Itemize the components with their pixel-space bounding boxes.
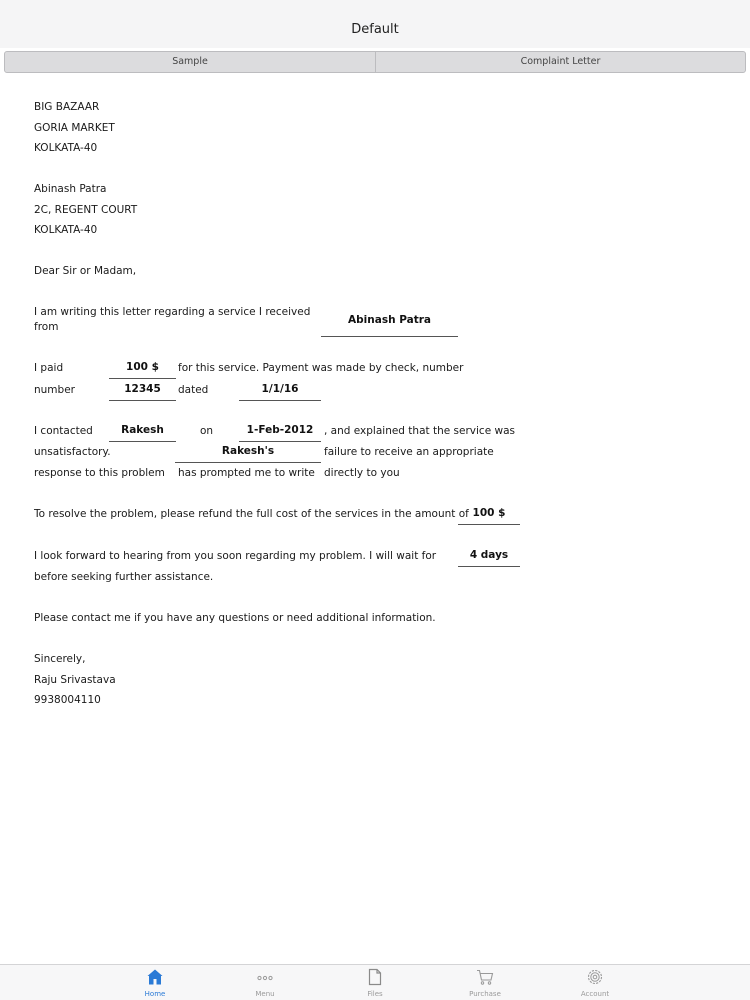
paragraph-text: on <box>200 425 214 437</box>
sender-line: Abinash Patra <box>34 183 107 195</box>
paragraph-text: I am writing this letter regarding a service I received <box>34 306 311 318</box>
paragraph-text: directly to you <box>324 467 400 479</box>
closing-salutation: Sincerely, <box>34 653 86 665</box>
tab-label: Home <box>144 990 166 998</box>
recipient-line: BIG BAZAAR <box>34 101 100 113</box>
recipient-line: GORIA MARKET <box>34 122 115 134</box>
paragraph-text: I look forward to hearing from you soon regarding my problem. I will wait for <box>34 550 437 562</box>
recipient-line: KOLKATA-40 <box>34 142 98 154</box>
paragraph-text: Please contact me if you have any questions or need additional information. <box>34 612 436 624</box>
responsible-person-field[interactable]: Rakesh's <box>175 442 321 463</box>
gear-icon <box>586 968 604 986</box>
sender-line: KOLKATA-40 <box>34 224 98 236</box>
tab-account[interactable] <box>540 965 650 1000</box>
signature-name: Raju Srivastava <box>34 674 116 686</box>
tab-label: Files <box>367 990 383 998</box>
paragraph-text: dated <box>178 384 209 396</box>
tab-bar <box>0 964 750 1000</box>
paragraph-text: , and explained that the service was <box>324 425 515 437</box>
sender-line: 2C, REGENT COURT <box>34 204 138 216</box>
check-number-field[interactable]: 12345 <box>109 380 176 401</box>
contact-person-field[interactable]: Rakesh <box>109 421 176 442</box>
paragraph-text: for this service. Payment was made by check, number <box>178 362 464 374</box>
more-icon <box>256 968 274 986</box>
paragraph-text: from <box>34 321 59 333</box>
paragraph-text: number <box>34 384 75 396</box>
paragraph-text: unsatisfactory. <box>34 446 111 458</box>
tab-label: Account <box>580 990 610 998</box>
contact-date-field[interactable]: 1-Feb-2012 <box>239 421 321 442</box>
paragraph-text: I contacted <box>34 425 93 437</box>
wait-period-field[interactable]: 4 days <box>458 546 520 567</box>
tab-files[interactable] <box>320 965 430 1000</box>
segment-complaint-letter[interactable]: Complaint Letter <box>375 51 746 73</box>
tab-home[interactable] <box>100 965 210 1000</box>
paragraph-text: has prompted me to write <box>178 467 315 479</box>
greeting: Dear Sir or Madam, <box>34 265 137 277</box>
segment-sample[interactable]: Sample <box>4 51 376 73</box>
tab-purchase[interactable] <box>430 965 540 1000</box>
home-icon <box>146 968 164 986</box>
check-date-field[interactable]: 1/1/16 <box>239 380 321 401</box>
signature-phone: 9938004110 <box>34 694 101 706</box>
amount-field[interactable]: 100 $ <box>109 358 176 379</box>
paragraph-text: failure to receive an appropriate <box>324 446 494 458</box>
paragraph-text: before seeking further assistance. <box>34 571 214 583</box>
paragraph-text: I paid <box>34 362 64 374</box>
tab-label: Menu <box>255 990 275 998</box>
cart-icon <box>476 968 494 986</box>
paragraph-text: response to this problem <box>34 467 165 479</box>
refund-amount-field[interactable]: 100 $ <box>458 504 520 525</box>
paragraph-text: To resolve the problem, please refund the full cost of the services in the amount of <box>34 508 469 520</box>
tab-label: Purchase <box>469 990 501 998</box>
provider-field[interactable]: Abinash Patra <box>321 310 458 337</box>
file-icon <box>366 968 384 986</box>
page-title: Default <box>351 22 399 37</box>
tab-menu[interactable] <box>210 965 320 1000</box>
